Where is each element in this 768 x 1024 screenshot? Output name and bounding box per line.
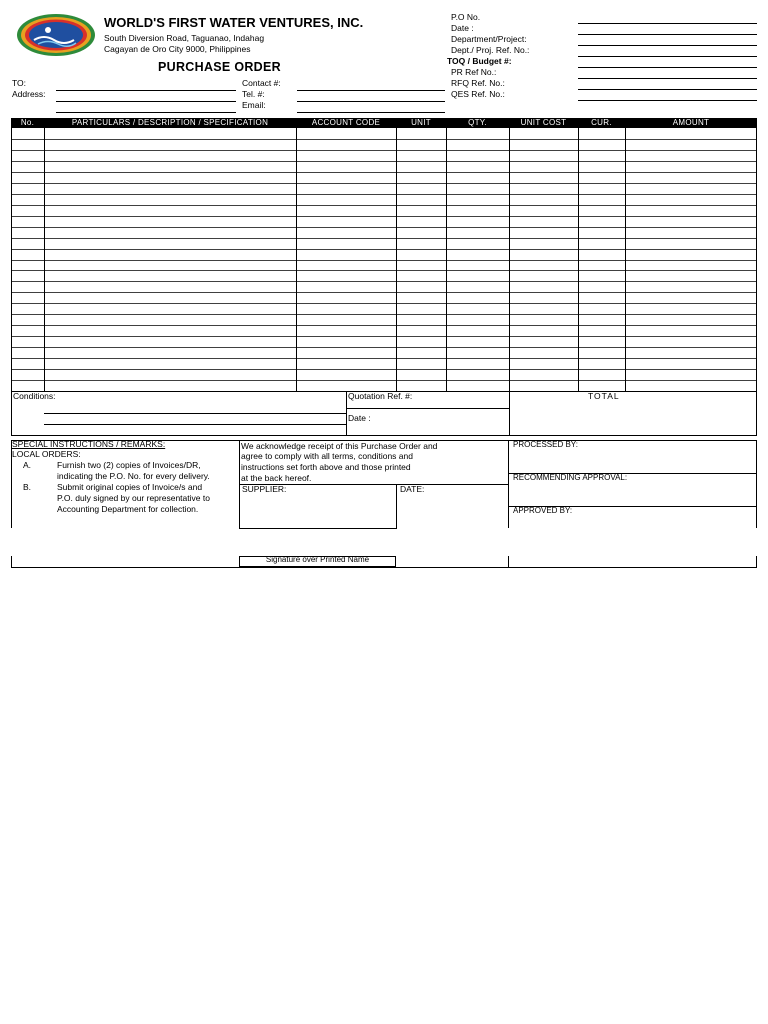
item-b-line1: Submit original copies of Invoice/s and <box>57 482 203 492</box>
address-field-1[interactable] <box>56 101 236 102</box>
footer-bottom-border <box>11 435 757 436</box>
item-b-letter: B. <box>23 482 32 492</box>
supplier-box-bottom <box>239 528 397 529</box>
approved-by-label: APPROVED BY: <box>513 506 573 515</box>
company-address-line1: South Diversion Road, Taguanao, Indahag <box>104 33 265 43</box>
quotation-ref-label: Quotation Ref. #: <box>348 391 413 401</box>
supplier-date-label: DATE: <box>400 484 425 494</box>
quotation-date-label: Date : <box>348 413 371 423</box>
col-amount: AMOUNT <box>672 118 710 127</box>
rfq-ref-field[interactable] <box>578 89 757 90</box>
department-project-field[interactable] <box>578 45 757 46</box>
date-label: Date : <box>451 23 474 33</box>
footer-divider-1 <box>346 391 347 435</box>
to-label: TO: <box>12 78 27 88</box>
footer-right-border <box>756 391 757 435</box>
qes-ref-field[interactable] <box>578 100 757 101</box>
recommending-approval-label: RECOMMENDING APPROVAL: <box>513 473 628 482</box>
ack-line4: at the back hereof. <box>241 473 312 483</box>
items-table <box>11 128 757 391</box>
pr-ref-field[interactable] <box>578 78 757 79</box>
supplier-label: SUPPLIER: <box>242 484 287 494</box>
dept-proj-ref-field[interactable] <box>578 56 757 57</box>
conditions-label: Conditions: <box>13 391 56 401</box>
rfq-ref-label: RFQ Ref. No.: <box>451 78 505 88</box>
item-b-line2: P.O. duly signed by our representative to <box>57 493 210 503</box>
total-label: TOTAL <box>588 391 620 401</box>
department-project-label: Department/Project: <box>451 34 527 44</box>
col-cur: CUR. <box>591 118 612 127</box>
processed-by-label: PROCESSED BY: <box>513 440 578 449</box>
table-grid <box>11 128 757 392</box>
email-field[interactable] <box>297 112 445 113</box>
conditions-field-2[interactable] <box>44 424 346 425</box>
po-no-field[interactable] <box>578 23 757 24</box>
company-address-line2: Cagayan de Oro City 9000, Philippines <box>104 44 251 54</box>
tel-field[interactable] <box>297 101 445 102</box>
col-qty: QTY. <box>468 118 487 127</box>
special-instructions-title: SPECIAL INSTRUCTIONS / REMARKS: <box>12 439 166 449</box>
toq-budget-label: TOQ / Budget #: <box>447 56 512 66</box>
footer-left-border <box>11 391 12 435</box>
contact-field[interactable] <box>297 90 445 91</box>
sig-right-tick <box>756 556 757 567</box>
address-field-2[interactable] <box>56 112 236 113</box>
ack-line3: instructions set forth above and those printed <box>241 462 411 472</box>
col-unit: UNIT <box>411 118 431 127</box>
address-label: Address: <box>12 89 46 99</box>
contact-label: Contact #: <box>242 78 281 88</box>
dept-proj-ref-label: Dept./ Proj. Ref. No.: <box>451 45 530 55</box>
signature-label: Signature over Printed Name <box>265 555 370 564</box>
table-header <box>11 118 757 128</box>
quotation-field[interactable] <box>346 408 509 409</box>
col-no: No. <box>20 118 35 127</box>
col-particulars: PARTICULARS / DESCRIPTION / SPECIFICATION <box>71 118 269 127</box>
col-account-code: ACCOUNT CODE <box>311 118 381 127</box>
lower-right-border <box>756 440 757 528</box>
conditions-field-1[interactable] <box>44 413 346 414</box>
form-title: PURCHASE ORDER <box>158 60 281 74</box>
pr-ref-label: PR Ref No.: <box>451 67 497 77</box>
ack-divider <box>396 484 397 528</box>
date-field[interactable] <box>578 34 757 35</box>
item-b-line3: Accounting Department for collection. <box>57 504 199 514</box>
to-field[interactable] <box>56 90 236 91</box>
item-a-line1: Furnish two (2) copies of Invoices/DR, <box>57 460 201 470</box>
local-orders-label: LOCAL ORDERS: <box>12 449 81 459</box>
email-label: Email: <box>242 100 266 110</box>
sig-mid-tick <box>508 556 509 567</box>
footer-divider-2 <box>509 391 510 435</box>
toq-budget-field[interactable] <box>578 67 757 68</box>
sig-left-tick <box>11 556 12 567</box>
tel-label: Tel. #: <box>242 89 265 99</box>
ack-line2: agree to comply with all terms, conditions and <box>241 451 413 461</box>
qes-ref-label: QES Ref. No.: <box>451 89 505 99</box>
company-logo <box>16 13 96 57</box>
signature-bottom-line <box>11 567 757 568</box>
item-a-letter: A. <box>23 460 32 470</box>
po-no-label: P.O No. <box>451 12 481 22</box>
col-unit-cost: UNIT COST <box>520 118 567 127</box>
ack-line1: We acknowledge receipt of this Purchase Order and <box>241 441 438 451</box>
item-a-line2: indicating the P.O. No. for every delivery. <box>57 471 210 481</box>
company-name: WORLD'S FIRST WATER VENTURES, INC. <box>104 15 364 30</box>
